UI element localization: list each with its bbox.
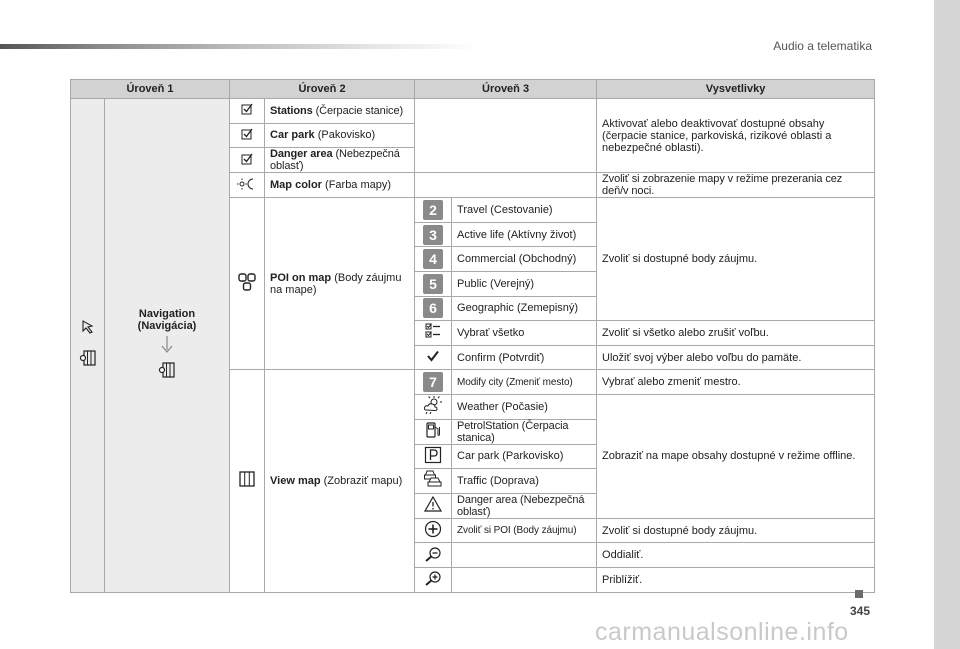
empty-cell — [452, 543, 597, 568]
geographic-label: Geographic (Zemepisný) — [452, 296, 597, 321]
number-cell — [415, 296, 452, 321]
header-level2: Úroveň 2 — [230, 80, 415, 99]
empty-level3-cell — [415, 99, 597, 173]
stations-label: Stations (Čerpacie stanice) — [265, 99, 415, 124]
number-cell — [415, 271, 452, 296]
navigation-cell — [105, 99, 230, 593]
empty-level3-cell — [415, 173, 597, 198]
zoom-in-icon — [423, 570, 443, 589]
traffic-label: Traffic (Doprava) — [452, 469, 597, 494]
navigation-label: Navigation (Navigácia) — [137, 308, 197, 333]
map-icon — [238, 470, 256, 491]
table-header-row — [71, 80, 875, 99]
danger-area-label: Danger area (Nebezpečná oblasť) — [452, 493, 597, 518]
arrow-down-icon — [109, 336, 225, 357]
travel-label: Travel (Cestovanie) — [452, 198, 597, 223]
map-color-label: Map color (Farba mapy) — [265, 173, 415, 198]
table-row — [71, 99, 875, 124]
checkbox-checked-icon — [241, 153, 253, 168]
weather-icon — [423, 396, 443, 417]
public-label: Public (Verejný) — [452, 271, 597, 296]
parking-icon — [424, 446, 442, 467]
checkbox-icon-cell — [230, 123, 265, 148]
watermark: carmanualsonline.info — [595, 618, 849, 646]
number-cell — [415, 222, 452, 247]
carpark-label: Car park (Pakovisko) — [265, 123, 415, 148]
poi-description: Zvoliť si dostupné body záujmu. — [597, 198, 875, 321]
icon-cell — [230, 370, 265, 592]
map-settings-icon — [79, 349, 97, 370]
header-title: Audio a telematika — [773, 39, 872, 53]
number-6-icon: 6 — [423, 298, 443, 318]
zoom-out-description: Oddialiť. — [597, 543, 875, 568]
confirm-label: Confirm (Potvrdiť) — [452, 345, 597, 370]
confirm-description: Uložiť svoj výber alebo voľbu do pamäte. — [597, 345, 875, 370]
empty-cell — [452, 567, 597, 592]
icon-cell — [415, 345, 452, 370]
number-2-icon: 2 — [423, 200, 443, 220]
checkbox-checked-icon — [241, 103, 253, 118]
checkbox-icon-cell — [230, 148, 265, 173]
icon-cell — [230, 173, 265, 198]
view-map-description: Zobraziť na mape obsahy dostupné v režime offline. — [597, 394, 875, 518]
header-level3: Úroveň 3 — [415, 80, 597, 99]
number-5-icon: 5 — [423, 274, 443, 294]
petrol-station-label: PetrolStation (Čerpacia stanica) — [452, 419, 597, 444]
header-explanations: Vysvetlivky — [597, 80, 875, 99]
icon-cell — [230, 198, 265, 370]
map-settings-icon — [158, 361, 176, 382]
icon-cell — [415, 321, 452, 346]
group1-description: Aktivovať alebo deaktivovať dostupné obsahy (čerpacie stanice, parkoviská, rizikové oblasti a nebezpečné oblasti). — [597, 99, 875, 173]
car-park-label: Car park (Parkovisko) — [452, 444, 597, 469]
number-cell — [415, 370, 452, 395]
traffic-car-icon — [423, 470, 443, 491]
header-level1: Úroveň 1 — [71, 80, 230, 99]
select-poi-description: Zvoliť si dostupné body záujmu. — [597, 518, 875, 543]
zoom-in-description: Priblížiť. — [597, 567, 875, 592]
side-strip — [934, 0, 960, 649]
view-map-label: View map (Zobraziť mapu) — [265, 370, 415, 592]
icon-cell — [415, 518, 452, 543]
page-number: 345 — [849, 604, 870, 618]
select-all-description: Zvoliť si všetko alebo zrušiť voľbu. — [597, 321, 875, 346]
icon-cell — [415, 567, 452, 592]
day-night-icon — [237, 178, 257, 193]
map-color-description: Zvoliť si zobrazenie mapy v režime prezerania cez deň/v noci. — [597, 173, 875, 198]
weather-label: Weather (Počasie) — [452, 394, 597, 419]
warning-triangle-icon — [424, 496, 442, 515]
fuel-pump-icon — [424, 421, 442, 442]
navigation-arrow-icon — [81, 320, 95, 337]
danger-area-label: Danger area (Nebezpečná oblasť) — [265, 148, 415, 173]
icon-cell — [415, 394, 452, 419]
checkmark-icon — [427, 350, 439, 365]
checkbox-icon-cell — [230, 99, 265, 124]
number-3-icon: 3 — [423, 225, 443, 245]
icon-cell — [415, 419, 452, 444]
zoom-out-icon — [423, 546, 443, 565]
active-life-label: Active life (Aktívny život) — [452, 222, 597, 247]
select-all-icon — [425, 323, 441, 342]
number-cell — [415, 198, 452, 223]
icon-cell — [415, 444, 452, 469]
checkbox-checked-icon — [241, 128, 253, 143]
commercial-label: Commercial (Obchodný) — [452, 247, 597, 272]
number-cell — [415, 247, 452, 272]
icon-cell — [415, 543, 452, 568]
poi-plus-icon — [424, 520, 442, 541]
page-marker — [855, 590, 863, 598]
modify-city-description: Vybrať alebo zmeniť mestro. — [597, 370, 875, 395]
select-poi-label: Zvoliť si POI (Body záujmu) — [452, 518, 597, 543]
menu-table — [70, 79, 875, 593]
icon-cell — [415, 469, 452, 494]
poi-icon — [237, 272, 257, 295]
poi-on-map-label: POI on map (Body záujmu na mape) — [265, 198, 415, 370]
modify-city-label: Modify city (Zmeniť mesto) — [452, 370, 597, 395]
select-all-label: Vybrať všetko — [452, 321, 597, 346]
level1-cell — [71, 99, 105, 593]
header-gradient-bar — [0, 44, 480, 49]
number-4-icon: 4 — [423, 249, 443, 269]
number-7-icon: 7 — [423, 372, 443, 392]
icon-cell — [415, 493, 452, 518]
